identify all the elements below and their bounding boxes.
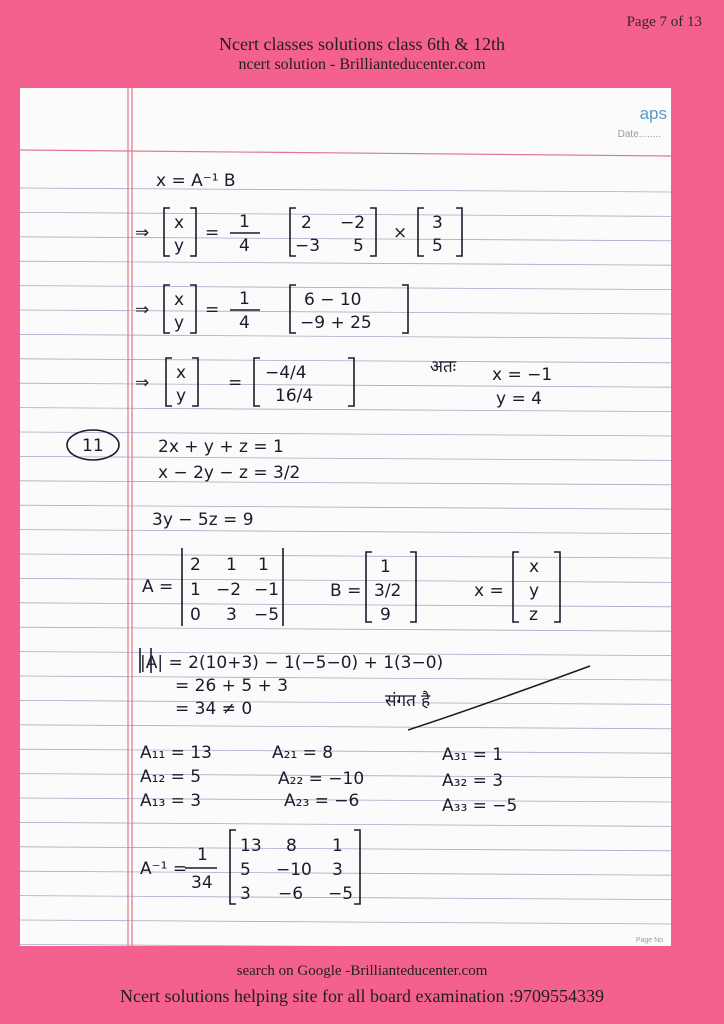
svg-text:x − 2y − z = 3/2: x − 2y − z = 3/2 [158, 463, 301, 483]
footer-search[interactable]: search on Google -Brillianteducenter.com [236, 963, 488, 979]
svg-text:A₂₃ = −6: A₂₃ = −6 [284, 791, 360, 811]
svg-text:=: = [205, 300, 220, 320]
svg-text:2: 2 [301, 213, 312, 233]
svg-text:−2: −2 [340, 213, 366, 233]
svg-text:z: z [529, 605, 538, 625]
svg-text:B =: B = [330, 581, 362, 601]
svg-text:3: 3 [432, 213, 443, 233]
ruled-line [20, 408, 671, 412]
svg-text:संगत है: संगत है [385, 691, 431, 711]
svg-text:34: 34 [191, 873, 213, 893]
ruled-line [20, 334, 671, 338]
svg-text:x: x [529, 557, 540, 577]
svg-text:y = 4: y = 4 [496, 389, 542, 409]
ruled-line [20, 603, 671, 607]
ruled-line [20, 725, 671, 729]
svg-text:=: = [205, 223, 220, 243]
svg-text:1: 1 [197, 845, 208, 865]
svg-text:5: 5 [353, 236, 364, 256]
ruled-line [20, 554, 671, 558]
svg-text:A⁻¹ =: A⁻¹ = [140, 859, 188, 879]
ruled-line [20, 188, 671, 192]
svg-text:8: 8 [286, 836, 297, 856]
svg-text:= 34 ≠ 0: = 34 ≠ 0 [175, 699, 253, 719]
ruled-line [20, 383, 671, 387]
ruled-line [20, 261, 671, 265]
svg-text:y: y [176, 386, 187, 406]
ruled-line [20, 237, 671, 241]
svg-text:|A| = 2(10+3) − 1(−5−0) + 1(3−: |A| = 2(10+3) − 1(−5−0) + 1(3−0) [140, 653, 444, 673]
header-subtitle[interactable]: ncert solution - Brillianteducenter.com [238, 56, 486, 73]
ruled-line [20, 481, 671, 485]
svg-text:4: 4 [239, 313, 250, 333]
svg-text:⇒: ⇒ [135, 300, 150, 320]
svg-text:A₃₁ = 1: A₃₁ = 1 [442, 745, 504, 765]
svg-text:A₃₃ = −5: A₃₃ = −5 [442, 796, 518, 816]
svg-text:−10: −10 [276, 860, 312, 880]
handwritten-solution [20, 88, 671, 946]
ruled-line [20, 749, 671, 753]
svg-text:3: 3 [226, 605, 237, 625]
svg-text:x = A⁻¹ B: x = A⁻¹ B [156, 171, 236, 191]
svg-text:A₁₃ = 3: A₁₃ = 3 [140, 791, 202, 811]
ruled-line [20, 700, 671, 704]
svg-text:3: 3 [332, 860, 343, 880]
svg-text:13: 13 [240, 836, 262, 856]
svg-text:y: y [529, 581, 540, 601]
svg-text:3y − 5z = 9: 3y − 5z = 9 [152, 510, 254, 530]
svg-text:1: 1 [226, 555, 237, 575]
ruled-line [20, 359, 671, 363]
svg-text:1: 1 [239, 289, 250, 309]
header-rule [20, 150, 671, 156]
svg-text:अतः: अतः [430, 357, 457, 377]
svg-text:16/4: 16/4 [275, 386, 314, 406]
svg-text:⇒: ⇒ [135, 373, 150, 393]
svg-text:x: x [174, 213, 185, 233]
ruled-line [20, 920, 671, 924]
svg-text:2: 2 [190, 555, 201, 575]
svg-text:y: y [174, 313, 185, 333]
svg-text:1: 1 [380, 557, 391, 577]
svg-text:4: 4 [239, 236, 250, 256]
svg-text:−9 + 25: −9 + 25 [300, 313, 372, 333]
svg-text:1: 1 [239, 212, 250, 232]
ruled-line [20, 530, 671, 534]
svg-text:1: 1 [190, 580, 201, 600]
brand-logo: aps [639, 104, 667, 123]
ruled-line [20, 944, 671, 946]
svg-text:y: y [174, 236, 185, 256]
page-no-label: Page No. [635, 937, 665, 944]
svg-text:A =: A = [142, 577, 174, 597]
svg-text:×: × [393, 223, 408, 243]
svg-text:x =: x = [474, 581, 504, 601]
svg-text:−4/4: −4/4 [265, 363, 307, 383]
ruled-line [20, 456, 671, 460]
ruled-line [20, 627, 671, 631]
svg-text:1: 1 [258, 555, 269, 575]
svg-text:A₁₁ = 13: A₁₁ = 13 [140, 743, 212, 763]
svg-text:9: 9 [380, 605, 391, 625]
svg-text:−2: −2 [216, 580, 242, 600]
svg-text:A₃₂ = 3: A₃₂ = 3 [442, 771, 504, 791]
svg-text:= 26 + 5 + 3: = 26 + 5 + 3 [175, 676, 289, 696]
svg-text:=: = [228, 373, 243, 393]
svg-text:3: 3 [240, 884, 251, 904]
svg-text:6 − 10: 6 − 10 [304, 290, 362, 310]
svg-text:A₂₁ = 8: A₂₁ = 8 [272, 743, 334, 763]
svg-text:A₁₂ = 5: A₁₂ = 5 [140, 767, 202, 787]
svg-text:5: 5 [240, 860, 251, 880]
svg-text:3/2: 3/2 [374, 581, 402, 601]
ruled-line [20, 676, 671, 680]
svg-text:x: x [174, 290, 185, 310]
svg-text:5: 5 [432, 236, 443, 256]
ruled-line [20, 847, 671, 851]
svg-text:−5: −5 [328, 884, 354, 904]
svg-text:A₂₂ = −10: A₂₂ = −10 [278, 769, 365, 789]
page-number: Page 7 of 13 [626, 14, 702, 30]
ruled-line [20, 286, 671, 290]
svg-text:−1: −1 [254, 580, 280, 600]
svg-text:x = −1: x = −1 [492, 365, 553, 385]
footer-tagline: Ncert solutions helping site for all board examination :9709554339 [120, 986, 604, 1006]
notebook-page [20, 88, 671, 946]
date-label: Date........ [617, 129, 661, 140]
svg-text:11: 11 [82, 436, 104, 456]
svg-text:1: 1 [332, 836, 343, 856]
svg-text:⇒: ⇒ [135, 223, 150, 243]
svg-text:x: x [176, 363, 187, 383]
ruled-lines [20, 150, 671, 946]
ruled-line [20, 871, 671, 875]
ruled-line [20, 505, 671, 509]
svg-text:−3: −3 [295, 236, 321, 256]
svg-text:−5: −5 [254, 605, 280, 625]
svg-text:−6: −6 [278, 884, 304, 904]
svg-text:0: 0 [190, 605, 201, 625]
ruled-line [20, 822, 671, 826]
ruled-line [20, 432, 671, 436]
svg-text:2x + y + z = 1: 2x + y + z = 1 [158, 437, 284, 457]
header-title: Ncert classes solutions class 6th & 12th [219, 34, 505, 54]
